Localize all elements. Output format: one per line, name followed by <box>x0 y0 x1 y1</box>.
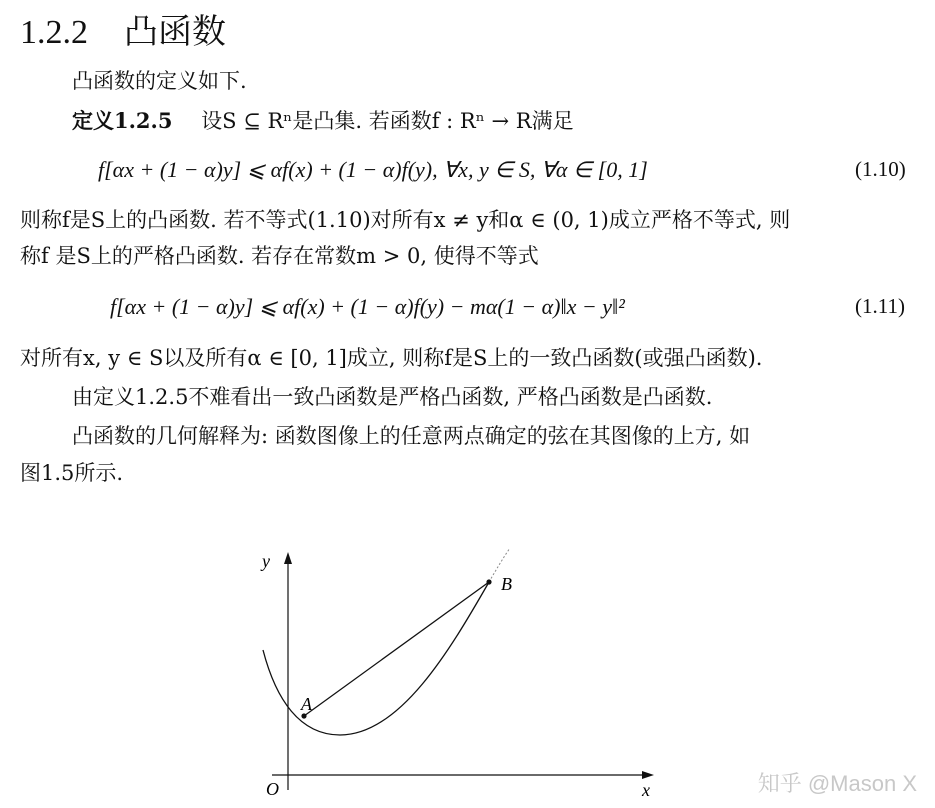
equation-number-1-11: (1.11) <box>855 294 905 318</box>
paragraph-4: 由定义1.2.5不难看出一致凸函数是严格凸函数, 严格凸函数是凸函数. <box>72 385 713 409</box>
section-number: 1.2.2 <box>20 14 88 51</box>
paragraph-3: 对所有x, y ∈ S以及所有α ∈ [0, 1]成立, 则称f是S上的一致凸函数(或强凸函数). <box>20 346 763 370</box>
paragraph-5-line-2: 图1.5所示. <box>20 461 124 485</box>
definition-text: 设S ⊆ Rⁿ是凸集. 若函数f : Rⁿ → R满足 <box>201 109 574 133</box>
definition-label: 定义1.2.5 <box>72 108 173 133</box>
convex-curve <box>263 582 489 735</box>
point-a-label: A <box>301 694 312 714</box>
zhihu-watermark: 知乎 @Mason X <box>757 771 917 796</box>
origin-label: O <box>266 779 279 799</box>
equation-1-11: f[αx + (1 − α)y] ⩽ αf(x) + (1 − α)f(y) − mα(1 − α)‖x − y‖² <box>110 294 625 319</box>
y-axis-label: y <box>262 551 270 571</box>
y-axis-arrow <box>284 552 292 564</box>
equation-number-1-10: (1.10) <box>855 157 906 181</box>
x-axis-arrow <box>642 771 654 779</box>
chord-line <box>304 582 489 716</box>
point-b-label: B <box>501 574 512 594</box>
point-a-marker <box>301 713 306 718</box>
point-b-marker <box>486 579 491 584</box>
paragraph-2-line-1: 则称f是S上的凸函数. 若不等式(1.10)对所有x ≠ y和α ∈ (0, 1)成立严格不等式, 则 <box>20 208 791 232</box>
equation-1-10: f[αx + (1 − α)y] ⩽ αf(x) + (1 − α)f(y), ∀x, y ∈ S, ∀α ∈ [0, 1] <box>98 157 648 182</box>
intro-text: 凸函数的定义如下. <box>72 69 247 93</box>
x-axis-label: x <box>642 780 650 800</box>
paragraph-2-line-2: 称f 是S上的严格凸函数. 若存在常数m > 0, 使得不等式 <box>20 244 539 268</box>
paragraph-5-line-1: 凸函数的几何解释为: 函数图像上的任意两点确定的弦在其图像的上方, 如 <box>72 424 751 448</box>
section-title: 凸函数 <box>124 12 226 52</box>
